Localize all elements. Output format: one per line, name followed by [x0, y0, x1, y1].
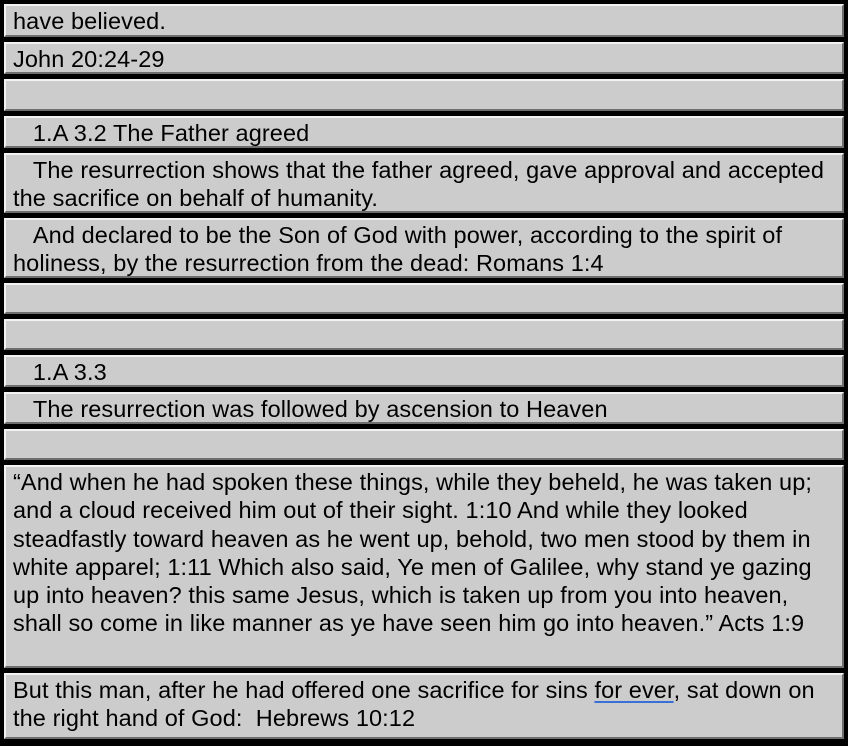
row-text: [6, 431, 842, 433]
table-row: [4, 42, 844, 74]
row-text-part: , sat down on the right hand of God: Hebrews 10:12: [13, 677, 822, 732]
table-row: [4, 79, 844, 111]
row-text: The resurrection shows that the father agreed, gave approval and accepted the sacrifice on behalf of humanity.: [13, 157, 831, 212]
row-text: [6, 675, 842, 734]
row-text: [6, 285, 842, 287]
row-text-part: But this man, after he had offered one sacrifice for sins: [13, 677, 595, 703]
table-row: [4, 465, 844, 668]
row-text: John 20:24-29: [13, 46, 165, 72]
row-text: [6, 321, 842, 323]
table-row: [4, 673, 844, 739]
table-row: [4, 429, 844, 460]
row-text: have believed.: [13, 8, 166, 34]
table-row: [4, 355, 844, 387]
row-text: The resurrection was followed by ascension to Heaven: [13, 396, 608, 422]
table-row: [4, 218, 844, 278]
row-text: And declared to be the Son of God with power, according to the spirit of holiness, by the resurrection from the dead: Romans 1:4: [13, 222, 789, 277]
table-row: [4, 116, 844, 148]
row-text: [6, 81, 842, 83]
verse-table: [4, 4, 844, 744]
table-row: [4, 283, 844, 314]
table-row: [4, 4, 844, 37]
underlined-phrase[interactable]: for ever: [594, 677, 674, 703]
row-text: “And when he had spoken these things, while they beheld, he was taken up; and a cloud received him out of their sight. 1:10 And while they looked steadfastly toward heaven as he went up, behold, two men stood by them in white apparel; 1:11 Which also said, Ye men of Galilee, why stand ye gazing up into heaven? this same Jesus, which is taken up from you into heaven, shall so come in like manner as ye have seen him go into heaven.” Acts 1:9: [13, 469, 819, 637]
section-heading: 1.A 3.3: [13, 359, 107, 385]
section-heading: 1.A 3.2 The Father agreed: [13, 120, 310, 146]
table-row: [4, 319, 844, 350]
table-row: [4, 153, 844, 213]
table-row: [4, 392, 844, 424]
